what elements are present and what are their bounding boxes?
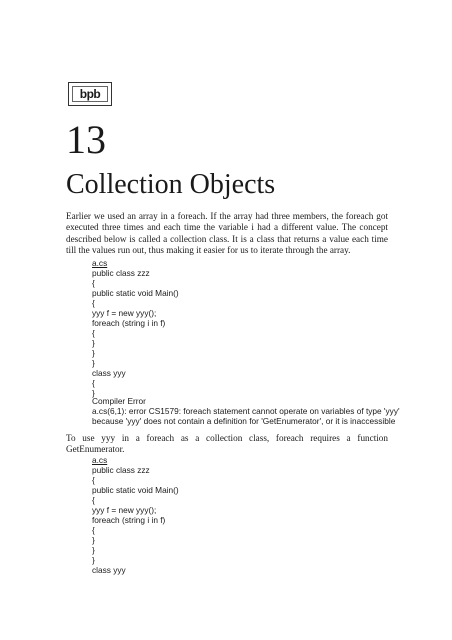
code-line: public class zzz [92, 465, 150, 475]
code-line: { [92, 298, 95, 308]
code-line: { [92, 495, 95, 505]
code-line: } [92, 338, 95, 348]
code-line: public static void Main() [92, 288, 179, 298]
code-line: public static void Main() [92, 485, 179, 495]
code-line: } [92, 358, 95, 368]
chapter-title: Collection Objects [66, 169, 276, 200]
code-line: } [92, 545, 95, 555]
error-line: a.cs(6,1): error CS1579: foreach statement cannot operate on variables of type 'yyy' [92, 406, 400, 416]
code-line: class yyy [92, 368, 126, 378]
code-line: class yyy [92, 565, 126, 575]
chapter-number: 13 [66, 117, 106, 162]
code-line: { [92, 525, 95, 535]
code-line: foreach (string i in f) [92, 515, 166, 525]
code-line: { [92, 278, 95, 288]
code-line: } [92, 388, 95, 398]
code-line: } [92, 555, 95, 565]
code-line: foreach (string i in f) [92, 318, 166, 328]
code-line: { [92, 378, 95, 388]
body-paragraph: To use yyy in a foreach as a collection class, foreach requires a function GetEnumerator. [66, 433, 388, 455]
code-line: yyy f = new yyy(); [92, 505, 157, 515]
logo-text: bpb [79, 87, 101, 101]
code-block-2 [92, 455, 179, 575]
code-line: } [92, 348, 95, 358]
code-line: { [92, 328, 95, 338]
code-block-1 [92, 258, 179, 398]
error-heading: Compiler Error [92, 396, 146, 406]
compiler-error-block [92, 396, 400, 426]
code-line: } [92, 535, 95, 545]
intro-paragraph: Earlier we used an array in a foreach. If the array had three members, the foreach got executed three times and each time the variable i had a different value. The concept described below is called a collection class. It is a class that returns a value each time till the values run out, thus making it easier for us to iterate through the array. [66, 211, 388, 255]
code-line: { [92, 475, 95, 485]
code-line: yyy f = new yyy(); [92, 308, 157, 318]
code-filename: a.cs [92, 258, 108, 268]
error-line: because 'yyy' does not contain a definition for 'GetEnumerator', or it is inaccessible [92, 416, 396, 426]
code-filename: a.cs [92, 455, 108, 465]
publisher-logo [68, 82, 112, 106]
code-line: public class zzz [92, 268, 150, 278]
